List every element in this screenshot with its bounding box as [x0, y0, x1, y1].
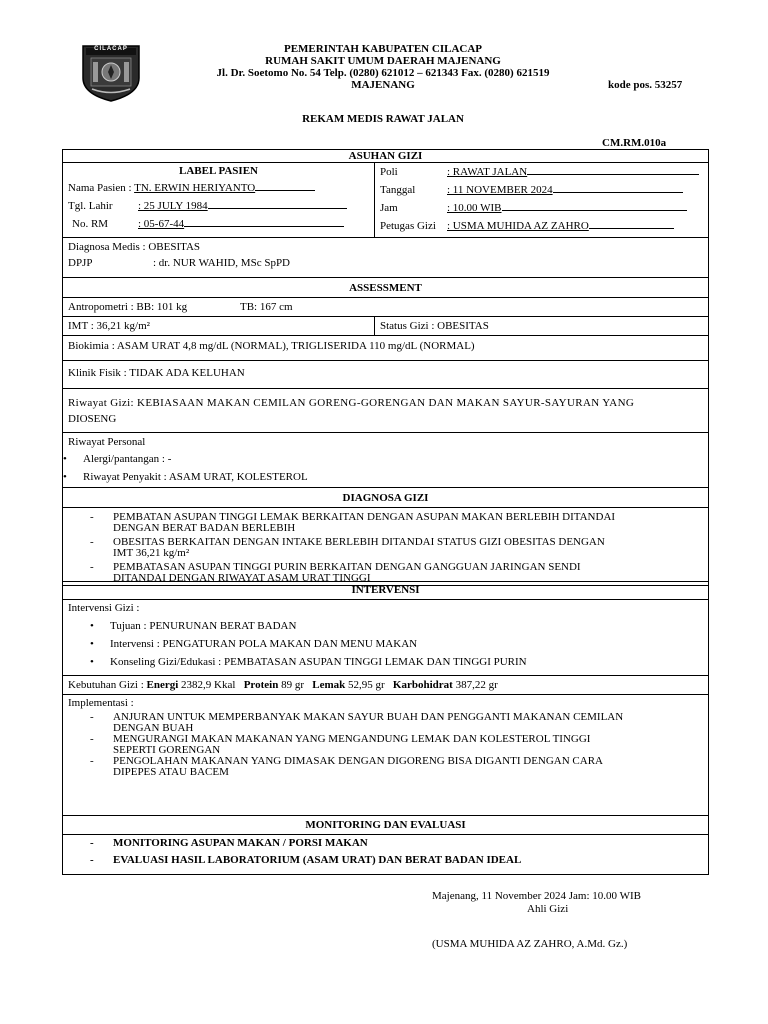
lemak-value: 52,95 gr	[347, 679, 385, 691]
list-item: • Alergi/pantangan : -	[63, 450, 703, 468]
no-rm-label: No. RM	[72, 218, 109, 230]
dpjp-value: : dr. NUR WAHID, MSc SpPD	[153, 257, 291, 269]
section-intervensi: INTERVENSI	[63, 582, 709, 600]
section-monitoring-evaluasi: MONITORING DAN EVALUASI	[63, 816, 709, 835]
karbohidrat-value: 387,22 gr	[455, 679, 498, 691]
klinik-fisik: Klinik Fisik : TIDAK ADA KELUHAN	[63, 361, 709, 389]
intervensi-title: Intervensi Gizi :	[68, 602, 140, 614]
list-item: • Konseling Gizi/Edukasi : PEMBATASAN ASUPAN TINGGI LEMAK DAN TINGGI PURIN	[90, 653, 703, 671]
kode-pos: kode pos. 53257	[608, 79, 683, 91]
jam-label: Jam	[380, 202, 398, 214]
section-asuhan-gizi: ASUHAN GIZI	[63, 150, 709, 163]
petugas-value: : USMA MUHIDA AZ ZAHRO	[447, 220, 589, 232]
kebutuhan-gizi-cell	[63, 676, 709, 695]
tanggal-value: : 11 NOVEMBER 2024	[447, 184, 553, 196]
tinggi-badan: TB: 167 cm	[240, 301, 293, 313]
tgl-lahir-value: : 25 JULY 1984	[138, 200, 208, 212]
signature-place-date: Majenang, 11 November 2024 Jam: 10.00 WIB	[432, 890, 641, 902]
imt: IMT : 36,21 kg/m²	[63, 317, 375, 336]
tanggal-label: Tanggal	[380, 184, 416, 196]
protein-label: Protein	[243, 679, 279, 691]
monev-cell	[63, 835, 709, 875]
bullet-icon: •	[90, 656, 94, 668]
signature-role: Ahli Gizi	[527, 903, 569, 915]
section-diagnosa-gizi: DIAGNOSA GIZI	[63, 488, 709, 508]
biokimia: Biokimia : ASAM URAT 4,8 mg/dL (NORMAL), TRIGLISERIDA 110 mg/dL (NORMAL)	[63, 336, 709, 361]
list-item: - MONITORING ASUPAN MAKAN / PORSI MAKAN	[90, 837, 368, 849]
header-line1: PEMERINTAH KABUPATEN CILACAP	[283, 43, 482, 55]
list-item: • Tujuan : PENURUNAN BERAT BADAN	[90, 617, 703, 635]
signature-name: (USMA MUHIDA AZ ZAHRO, A.Md. Gz.)	[432, 938, 628, 950]
list-item: • Intervensi : PENGATURAN POLA MAKAN DAN MENU MAKAN	[90, 635, 703, 653]
riwayat-gizi-line2: DIOSENG	[68, 413, 117, 425]
form-table	[62, 149, 709, 586]
kebutuhan-label: Kebutuhan Gizi :	[68, 679, 144, 691]
karbohidrat-label: Karbohidrat	[392, 679, 453, 691]
form-table-lower	[62, 581, 709, 875]
diagnosa-medis: Diagnosa Medis : OBESITAS	[68, 241, 201, 253]
riwayat-gizi-line1: Riwayat Gizi: KEBIASAAN MAKAN CEMILAN GORENG-GORENGAN DAN MAKAN SAYUR-SAYURAN YANG	[68, 397, 635, 409]
bullet-icon: •	[90, 620, 94, 632]
antropometri-cell	[63, 298, 709, 317]
dpjp-label: DPJP	[68, 257, 93, 269]
header-line3: Jl. Dr. Soetomo No. 54 Telp. (0280) 621012 – 621343 Fax. (0280) 621519	[216, 67, 550, 79]
header-line4: MAJENANG	[351, 79, 415, 91]
intervensi-list	[68, 617, 703, 671]
energi-label: Energi	[146, 679, 179, 691]
list-item: - ANJURAN UNTUK MEMPERBANYAK MAKAN SAYUR BUAH DAN PENGGANTI MAKANAN CEMILAN DENGAN BUAH	[90, 711, 624, 734]
doc-code: CM.RM.010a	[602, 137, 667, 149]
list-item: - MENGURANGI MAKAN MAKANAN YANG MENGANDUNG LEMAK DAN KOLESTEROL TINGGI SEPERTI GORENGAN	[90, 733, 591, 756]
jam-value: : 10.00 WIB	[447, 202, 502, 214]
diagnosa-gizi-cell	[63, 508, 709, 586]
intervensi-cell	[63, 600, 709, 676]
no-rm-value: : 05-67-44	[138, 218, 185, 230]
label-pasien-cell	[63, 163, 375, 238]
list-item: - PENGOLAHAN MAKANAN YANG DIMASAK DENGAN DIGORENG BISA DIGANTI DENGAN CARA DIPEPES ATAU BACEM	[90, 755, 603, 778]
list-item: - PEMBATASAN ASUPAN TINGGI PURIN BERKAITAN DENGAN GANGGUAN JARINGAN SENDI DITANDAI DENGAN RIWAYAT ASAM URAT TINGGI	[90, 561, 581, 584]
protein-value: 89 gr	[281, 679, 304, 691]
energi-value: 2382,9 Kkal	[181, 679, 236, 691]
header-line2: RUMAH SAKIT UMUM DAERAH MAJENANG	[265, 55, 501, 67]
nama-pasien-label: Nama Pasien :	[68, 182, 135, 194]
poli-value: : RAWAT JALAN	[447, 166, 528, 178]
label-pasien-title: LABEL PASIEN	[179, 165, 258, 177]
list-item: - OBESITAS BERKAITAN DENGAN INTAKE BERLEBIH DITANDAI STATUS GIZI OBESITAS DENGAN IMT 36,21 kg/m²	[90, 536, 605, 559]
petugas-label: Petugas Gizi	[380, 220, 436, 232]
riwayat-personal-list	[63, 450, 703, 486]
doc-title: REKAM MEDIS RAWAT JALAN	[302, 113, 464, 125]
bullet-icon: •	[63, 471, 67, 483]
implementasi-list	[68, 712, 703, 778]
implementasi-title: Implementasi :	[68, 697, 134, 709]
bullet-icon: •	[63, 453, 67, 465]
tgl-lahir-label: Tgl. Lahir	[68, 200, 113, 212]
poli-label: Poli	[380, 166, 398, 178]
nama-pasien-value: TN. ERWIN HERIYANTO	[134, 182, 256, 194]
list-item: • Riwayat Penyakit : ASAM URAT, KOLESTEROL	[63, 468, 703, 486]
status-gizi: Status Gizi : OBESITAS	[375, 317, 709, 336]
visit-cell	[375, 163, 709, 238]
list-item: - PEMBATAN ASUPAN TINGGI LEMAK BERKAITAN DENGAN ASUPAN MAKAN BERLEBIH DITANDAI DENGAN BERAT BADAN BERLEBIH	[90, 511, 616, 534]
implementasi-cell	[63, 695, 709, 816]
diagnosa-medis-cell	[63, 238, 709, 278]
riwayat-gizi-cell	[63, 389, 709, 433]
monev-list	[68, 835, 703, 869]
riwayat-personal-cell	[63, 433, 709, 488]
list-item: - EVALUASI HASIL LABORATORIUM (ASAM URAT) DAN BERAT BADAN IDEAL	[90, 854, 522, 866]
antropometri: Antropometri : BB: 101 kg	[68, 301, 188, 313]
section-assessment: ASSESSMENT	[63, 278, 709, 298]
lemak-label: Lemak	[312, 679, 346, 691]
logo-text: CILACAP	[94, 46, 128, 52]
bullet-icon: •	[90, 638, 94, 650]
riwayat-personal-title: Riwayat Personal	[68, 436, 146, 448]
diagnosa-gizi-list	[68, 512, 703, 584]
